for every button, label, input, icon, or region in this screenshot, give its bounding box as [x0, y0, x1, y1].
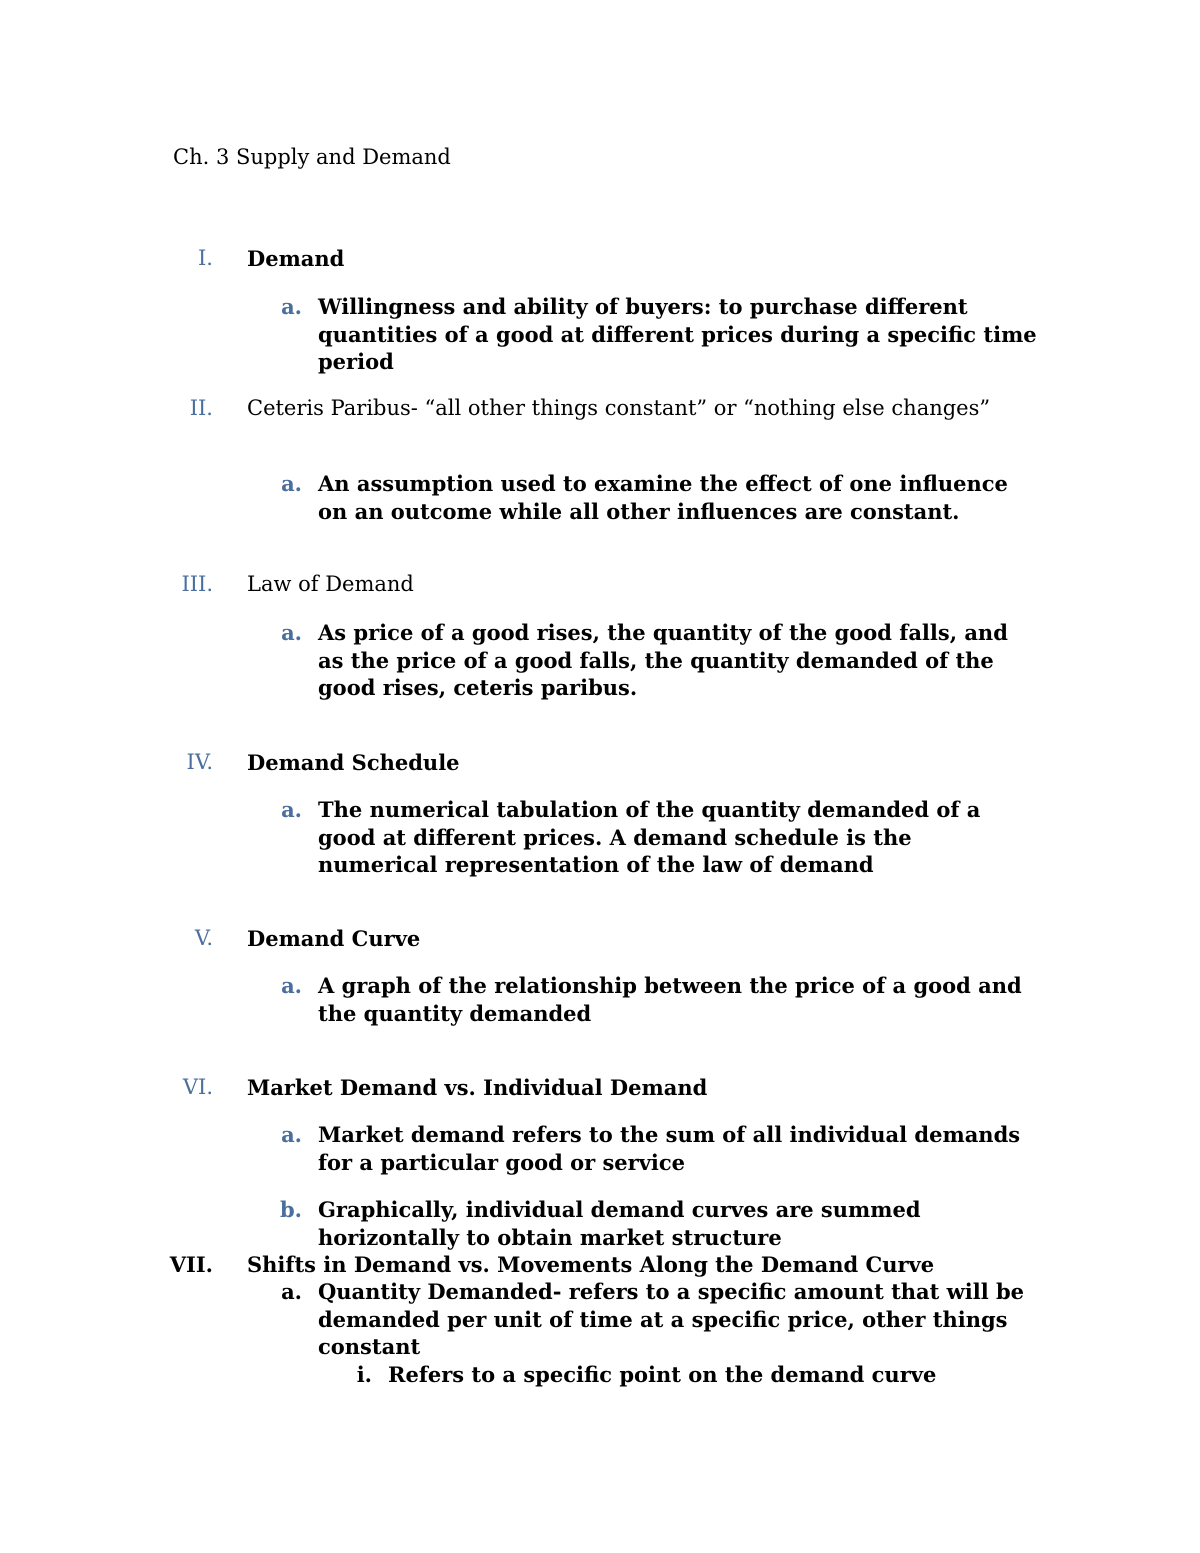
item-text: Willingness and ability of buyers: to purchase different quantities of a good at different prices during a specific time period	[318, 294, 1037, 374]
section-heading: Ceteris Paribus- “all other things constant” or “nothing else changes”	[247, 396, 991, 420]
item-marker: a.	[281, 471, 302, 496]
section-numeral: VII.	[169, 1252, 213, 1277]
item-marker: a.	[281, 1279, 302, 1304]
section-numeral: V.	[194, 926, 213, 950]
section-numeral: III.	[181, 572, 213, 596]
section-heading: Demand Schedule	[247, 750, 460, 775]
item-text: A graph of the relationship between the price of a good and the quantity demanded	[318, 973, 1022, 1026]
section-heading: Market Demand vs. Individual Demand	[247, 1075, 708, 1100]
section-numeral: VI.	[182, 1075, 213, 1099]
section-numeral: I.	[198, 246, 213, 270]
item-marker: a.	[281, 620, 302, 645]
item-marker: a.	[281, 973, 302, 998]
item-text: Quantity Demanded- refers to a specific amount that will be demanded per unit of time at a specific price, other things constant	[318, 1279, 1025, 1359]
item-marker: a.	[281, 294, 302, 319]
section-heading: Law of Demand	[247, 572, 414, 596]
item-text: As price of a good rises, the quantity of the good falls, and as the price of a good falls, the quantity demanded of the good rises, ceteris paribus.	[318, 620, 1008, 700]
section-heading: Shifts in Demand vs. Movements Along the Demand Curve	[247, 1252, 935, 1277]
section-numeral: IV.	[186, 750, 213, 774]
item-text: The numerical tabulation of the quantity demanded of a good at different prices. A demand schedule is the numerical representation of the law of demand	[318, 797, 981, 877]
subitem-text: Refers to a specific point on the demand curve	[388, 1362, 937, 1387]
document-title: Ch. 3 Supply and Demand	[173, 145, 451, 169]
item-text: An assumption used to examine the effect of one influence on an outcome while all other influences are constant.	[318, 471, 1008, 524]
section-numeral: II.	[189, 396, 213, 420]
item-marker: a.	[281, 797, 302, 822]
section-heading: Demand	[247, 246, 345, 271]
section-heading: Demand Curve	[247, 926, 421, 951]
item-marker: a.	[281, 1122, 302, 1147]
item-marker: b.	[280, 1197, 302, 1222]
item-text: Graphically, individual demand curves are summed horizontally to obtain market structure	[318, 1197, 921, 1250]
item-text: Market demand refers to the sum of all individual demands for a particular good or service	[318, 1122, 1021, 1175]
subitem-marker: i.	[356, 1362, 372, 1387]
